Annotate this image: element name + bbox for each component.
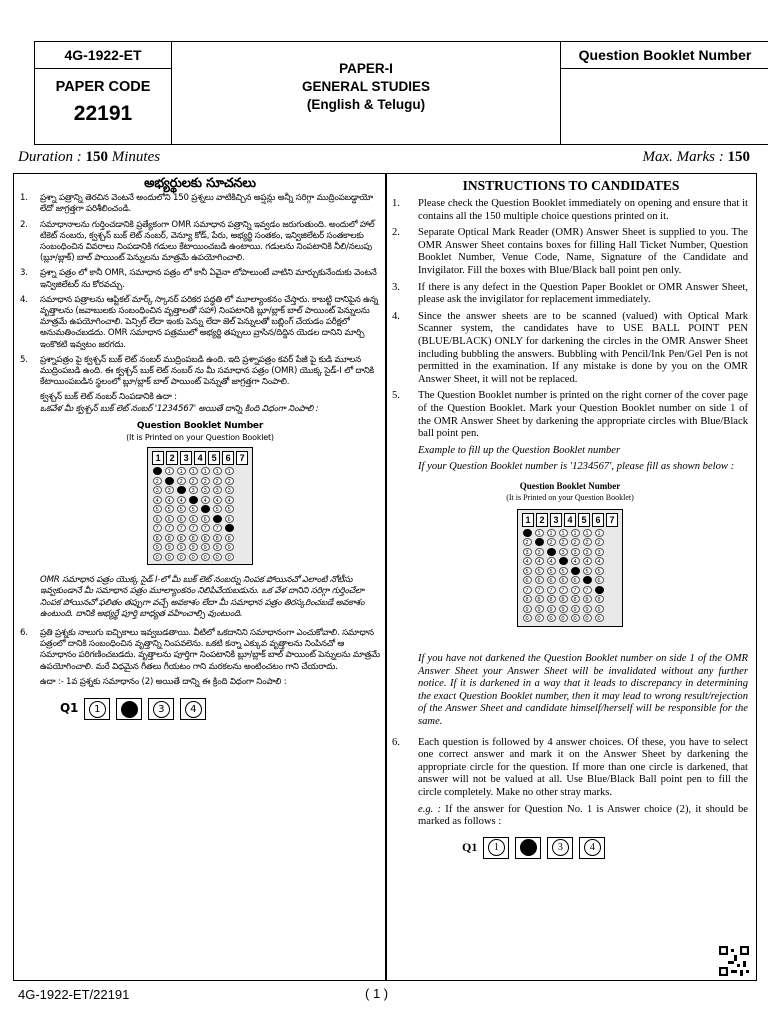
bubble: 1	[177, 467, 186, 475]
bubble-row	[522, 585, 618, 595]
bubble: 9	[571, 605, 580, 613]
q1-label: Q1	[60, 701, 79, 716]
digit-box: 4	[564, 513, 576, 527]
bubble: 3	[583, 548, 592, 556]
bubble: 8	[547, 595, 556, 603]
telugu-booklet-grid	[20, 421, 380, 565]
grid-subtitle: (It is Printed on your Question Booklet)	[506, 493, 634, 503]
bubble: 7	[583, 586, 592, 594]
bubble: 6	[189, 515, 198, 523]
bubble: 7	[559, 586, 568, 594]
bubble: 6	[201, 515, 210, 523]
item-number: 5.	[20, 354, 28, 365]
bubble-row	[522, 595, 618, 605]
bubble: 7	[189, 524, 198, 532]
bubble: 9	[165, 543, 174, 551]
bubble: 0	[189, 553, 198, 561]
digit-box: 5	[578, 513, 590, 527]
bubble: 4	[571, 557, 580, 565]
bubble-row	[152, 523, 248, 533]
paper-code: 22191	[73, 102, 133, 125]
telugu-item-3	[20, 268, 380, 290]
english-warning: If you have not darkened the Question Booklet number on side 1 of the OMR Answer Sheet your Answer Sheet will be invalidated without any further notice. If it is darkened in a way that it leads to discrepancy in determining the exact Question Booklet number, then it may lead to wrong result/rejection of the Answer Sheet and candidate himself/herself will be responsible for the same.	[418, 653, 748, 728]
telugu-fill-example: ఒకవేళ మీ క్వశ్చన్ బుక్ లెట్ నంబర్ '1234567' అయితే దాన్ని కింది విధంగా నింపాలి :	[40, 403, 319, 414]
bubble: 1	[153, 467, 162, 475]
bubble: 4	[583, 557, 592, 565]
bubble: 2	[225, 477, 234, 485]
answer-option	[579, 837, 605, 859]
bubble: 1	[571, 529, 580, 537]
max-marks	[643, 149, 750, 166]
bubble: 8	[225, 534, 234, 542]
bubble: 5	[153, 505, 162, 513]
bubble-row	[522, 604, 618, 614]
digit-box: 5	[208, 451, 220, 465]
digit-box: 1	[522, 513, 534, 527]
item-text: Separate Optical Mark Reader (OMR) Answer Sheet is supplied to you. The OMR Answer Sheet contains boxes for filling Hall Ticket Number, Question Booklet Number, Venue Code, Name, Signature of the Candidate and Invigilator. Fill the boxes with Blue/Black ball point pen only.	[418, 227, 748, 276]
bubble: 3	[559, 548, 568, 556]
bubble: 4	[213, 496, 222, 504]
bubble: 9	[189, 543, 198, 551]
option-circle	[520, 839, 537, 856]
english-item-5	[392, 390, 748, 440]
english-instructions	[385, 173, 757, 981]
item-text: ప్రతి ప్రశ్నకు నాలుగు ఐచ్ఛికాలు ఇవ్వబడతాయి. వీటిలో ఒకదానిని సమాధానంగా ఎంచుకోవాలి. సమాధాన పత్రంలో దానికి సంబంధించిన వృత్తాన్ని నింపవలెను. ఒకటి కన్నా ఎక్కువ వృత్తాలను నింపినచో ఆ సమాధానం పరిగణించబడదు. వృత్తాలను పూర్తిగా నింపటానికి బ్లూ/బ్లాక్ బాల్ పాయింట్ పెన్నులను మాత్రమే ఉపయోగించాలి. మరే విధమైన గీతలు గీయటం గాని మరకలను అంటించటం గాని చేయరాదు.	[40, 628, 380, 672]
grid-title: Question Booklet Number	[519, 480, 621, 491]
bubble: 7	[201, 524, 210, 532]
bubble: 0	[165, 553, 174, 561]
bubble: 8	[165, 534, 174, 542]
bubble-row	[152, 485, 248, 495]
bubble: 6	[225, 515, 234, 523]
bubble-row	[152, 542, 248, 552]
option-circle: 1	[488, 839, 505, 856]
bubble: 4	[535, 557, 544, 565]
telugu-item-6	[20, 628, 380, 673]
bubble: 1	[201, 467, 210, 475]
bubble: 5	[547, 567, 556, 575]
bubble: 8	[595, 595, 604, 603]
bubble: 3	[177, 486, 186, 494]
bubble: 7	[225, 524, 234, 532]
digit-box: 3	[180, 451, 192, 465]
item-text: సమాధాన పత్రాలను ఆప్టికల్ మార్క్ స్కానర్ పరికర పద్ధతి లో మూల్యాంకనం చేస్తారు. కాబట్టి దానిపైన ఉన్న వృత్తాలను (జవాబులకు సంబంధించిన వృత్తాలతో సహా) నింపటానికి బ్లూ/బ్లాక్ బాల్ పాయింట్ పెన్నులను మాత్రమే ఉపయోగించాలి. పెన్సిల్ లేదా ఇంకు పెన్ను లేదా జెల్ పెన్నులతో బబ్లింగ్ చేయడం పరీక్షలో అనుమతించబడదు. OMR సమాధాన పత్రములో అభ్యర్థి తప్పులు వ్రాసిన/దిద్దిన యెడల దానిని మార్చి ఇంకొకటి ఇవ్వటం జరగదు.	[40, 294, 379, 350]
item-number: 6.	[20, 628, 28, 639]
bubble: 8	[189, 534, 198, 542]
bubble: 6	[177, 515, 186, 523]
eg-text: If the answer for Question No. 1 is Answer choice (2), it should be marked as follows :	[418, 803, 748, 828]
bubble: 0	[523, 614, 532, 622]
max-marks-value: 150	[727, 149, 750, 165]
bubble: 8	[559, 595, 568, 603]
bubble: 6	[595, 576, 604, 584]
bubble: 5	[213, 505, 222, 513]
bubble: 8	[523, 595, 532, 603]
bubble-row	[152, 504, 248, 514]
digit-box: 6	[592, 513, 604, 527]
item-text: ప్రశ్నా పత్రాన్ని తెరచిన వెంటనే అందులోని 150 ప్రశ్నలు వాటికిచ్చిన అప్షన్లు అన్నీ సరిగ్గా ముద్రింపబడ్డాయో లేదో జాగ్రత్తగా పరిశీలించండి.	[40, 193, 374, 215]
bubble: 9	[201, 543, 210, 551]
option-circle: 4	[185, 701, 202, 718]
english-fill-label: Example to fill up the Question Booklet number	[418, 444, 621, 456]
telugu-item-4	[20, 295, 380, 351]
digit-box: 2	[536, 513, 548, 527]
booklet-number-label: Question Booklet Number	[561, 42, 768, 69]
bubble: 0	[571, 614, 580, 622]
omr-grid	[147, 447, 253, 565]
bubble: 9	[559, 605, 568, 613]
eg-prefix: e.g. :	[418, 803, 442, 815]
bubble: 5	[189, 505, 198, 513]
bubble-row	[522, 576, 618, 586]
bubble: 9	[177, 543, 186, 551]
bubble: 8	[153, 534, 162, 542]
option-circle: 3	[153, 701, 170, 718]
bubble: 0	[535, 614, 544, 622]
item-number: 1.	[20, 193, 28, 204]
bubble: 5	[535, 567, 544, 575]
bubble: 1	[583, 529, 592, 537]
bubble: 6	[583, 576, 592, 584]
bubble: 5	[165, 505, 174, 513]
bubble: 0	[213, 553, 222, 561]
bubble: 8	[213, 534, 222, 542]
bubble: 2	[583, 538, 592, 546]
digit-box: 4	[194, 451, 206, 465]
bubble: 1	[165, 467, 174, 475]
bubble: 1	[189, 467, 198, 475]
bubble: 4	[595, 557, 604, 565]
option-circle: 4	[584, 839, 601, 856]
bubble: 2	[595, 538, 604, 546]
paper-subject: GENERAL STUDIES	[301, 79, 431, 94]
bubble: 3	[547, 548, 556, 556]
item-text: The Question Booklet number is printed on the right corner of the cover page of the Question Booklet. Mark your Question Booklet number on side 1 of the OMR Answer Sheet by darkening the appropriate circles with Blue/Black ball point pen.	[418, 390, 748, 440]
paper-name: PAPER-I	[339, 61, 393, 76]
digit-box: 2	[166, 451, 178, 465]
bubble-row	[152, 466, 248, 476]
bubble: 5	[571, 567, 580, 575]
bubble: 6	[559, 576, 568, 584]
bubble-row	[522, 538, 618, 548]
telugu-item-5	[20, 355, 380, 389]
booklet-number-cell	[561, 42, 768, 144]
english-example-6	[392, 804, 748, 829]
item-number: 3.	[392, 281, 400, 293]
bubble: 2	[559, 538, 568, 546]
bubble: 2	[153, 477, 162, 485]
english-item-2	[392, 227, 748, 277]
item-number: 2.	[392, 227, 400, 239]
paper-language: (English & Telugu)	[306, 97, 426, 112]
paper-code-label: PAPER CODE	[55, 79, 151, 95]
bubble-row	[152, 533, 248, 543]
telugu-instructions	[13, 173, 387, 981]
bubble: 7	[153, 524, 162, 532]
bubble: 3	[153, 486, 162, 494]
omr-grid	[517, 509, 623, 627]
bubble: 5	[523, 567, 532, 575]
item-text: Please check the Question Booklet immediately on opening and ensure that it contains all the 150 multiple choice questions printed on it.	[418, 198, 748, 222]
telugu-warning: OMR సమాధాన పత్రం యొక్క సైడ్ I-లో మీ బుక్ లెట్ నంబర్ను నింపక పోయినచో ఎలాంటి నోటీసు ఇవ్వకుండానే మీ సమాధాన పత్రం మూల్యాంకనం నిలిపివేయబడును. ఒక వేళ దానిని సరిగ్గా గుర్తించేలా నింపక పోయినచో ఫలితం తప్పుగా వచ్చే అవకాశం లేదా మీ సమాధాన పత్రం తిరస్కరించబడే అవకాశం ఉంటుంది. దానికి అభ్యర్థే పూర్తి బాధ్యత వహించాల్సి వుంటుంది.	[40, 575, 365, 619]
english-fill-example: If your Question Booklet number is '1234567', please fill as shown below :	[418, 461, 735, 473]
answer-option	[547, 837, 573, 859]
bubble: 3	[571, 548, 580, 556]
bubble: 2	[189, 477, 198, 485]
item-text: ప్రశ్నాపత్రం పై క్వశ్చన్ బుక్ లెట్ నంబర్ ముద్రింపబడి ఉంది. ఇది ప్రశ్నాపత్రం కవర్ పేజీ పై కుడి మూలన ముద్రింపబడి ఉంది. ఈ క్వశ్చన్ బుక్ లెట్ నంబర్ ను మీ సమాధాన పత్రం (OMR) యొక్క సైడ్-I లో దానికి కేటాయింపబడిన స్థలంలో బ్లూ/బ్లాక్ బాల్ పాయింట్ పెన్నుతో జాగ్రత్తగా నింపాలి.	[40, 354, 374, 388]
bubble: 4	[547, 557, 556, 565]
bubble: 7	[213, 524, 222, 532]
item-text: If there is any defect in the Question Paper Booklet or OMR Answer Sheet, please ask the invigilator for replacement immediately.	[418, 281, 748, 306]
bubble-row	[522, 528, 618, 538]
bubble: 8	[571, 595, 580, 603]
bubble: 4	[153, 496, 162, 504]
max-marks-label: Max. Marks :	[642, 149, 724, 165]
item-number: 6.	[392, 736, 400, 748]
bubble: 5	[595, 567, 604, 575]
bubble: 3	[165, 486, 174, 494]
bubble: 6	[153, 515, 162, 523]
bubble: 7	[547, 586, 556, 594]
bubble: 8	[201, 534, 210, 542]
item-text: Since the answer sheets are to be scanned (valued) with Optical Mark Scanner system, the candidates have to USE BALL POINT PEN (BLUE/BLACK) ONLY for darkening the circles in the OMR Answer Sheet including bubbling the answers. Bubbling with Pencil/Ink Pen/Gel Pen is not permitted in the examination. If any mistake is done by you on the OMR Answer Sheet, it will not be replaced.	[418, 310, 748, 385]
bubble: 3	[595, 548, 604, 556]
bubble: 7	[535, 586, 544, 594]
bubble-row	[152, 495, 248, 505]
footer-code: 4G-1922-ET/22191	[18, 987, 130, 1002]
bubble: 1	[547, 529, 556, 537]
bubble: 8	[177, 534, 186, 542]
bubble: 6	[165, 515, 174, 523]
bubble: 9	[595, 605, 604, 613]
bubble: 7	[165, 524, 174, 532]
bubble-row	[522, 614, 618, 624]
bubble: 9	[225, 543, 234, 551]
paper-code-cell	[35, 42, 172, 144]
option-circle	[121, 701, 138, 718]
q1-example	[462, 837, 748, 859]
bubble: 3	[535, 548, 544, 556]
bubble: 5	[583, 567, 592, 575]
page-number: ( 1 )	[365, 986, 389, 1001]
item-text: ప్రశ్నా పత్రం లో కానీ OMR, సమాధాన పత్రం లో కానీ ఏవైనా లోపాలుంటే వాటిని మార్చుకునేందుకు వెంటనే ఇన్విజిలేటర్ ను కోరవచ్చు.	[40, 268, 377, 290]
duration-unit: Minutes	[111, 149, 161, 165]
digit-box: 7	[606, 513, 618, 527]
bubble: 8	[583, 595, 592, 603]
bubble: 5	[225, 505, 234, 513]
bubble: 0	[225, 553, 234, 561]
answer-option	[84, 698, 110, 720]
bubble: 3	[213, 486, 222, 494]
digit-box: 7	[236, 451, 248, 465]
telugu-item-1	[20, 193, 380, 215]
bubble: 0	[153, 553, 162, 561]
bubble: 0	[559, 614, 568, 622]
option-circle: 1	[89, 701, 106, 718]
bubble: 3	[523, 548, 532, 556]
bubble: 5	[177, 505, 186, 513]
bubble: 6	[547, 576, 556, 584]
bubble: 1	[213, 467, 222, 475]
bubble: 1	[535, 529, 544, 537]
bubble-row	[152, 552, 248, 562]
bubble: 9	[547, 605, 556, 613]
answer-option	[180, 698, 206, 720]
bubble: 3	[201, 486, 210, 494]
bubble-row	[522, 547, 618, 557]
q1-example	[60, 698, 380, 720]
english-item-3	[392, 282, 748, 307]
english-item-1	[392, 198, 748, 223]
bubble: 4	[225, 496, 234, 504]
bubble: 6	[213, 515, 222, 523]
bubble: 1	[225, 467, 234, 475]
bubble: 7	[523, 586, 532, 594]
item-number: 3.	[20, 268, 28, 279]
item-text: సమాధానాలను గుర్తించడానికి ప్రత్యేకంగా OMR సమాధాన పత్రాన్ని ఇవ్వడం జరుగుతుంది. అందులో హాల్ టికెట్ నంబరు, క్వశ్చన్ బుక్ లెట్ నంబర్, వెన్యూ కోడ్, పేరు, అభ్యర్థి సంతకం, ఇన్విజిలేటర్ సంతకాలకు సంబంధించిన వివరాలు నింపడానికి గడులు కేటాయించబడి ఉంటాయి. గడులను నింపటానికి నీలి/నలుపు (బ్లూ/బ్లాక్) బాల్ పాయింట్ పెన్నులను మాత్రమే ఉపయోగించాలి.	[40, 219, 375, 264]
answer-option	[148, 698, 174, 720]
answer-option	[515, 837, 541, 859]
grid-title: Question Booklet Number	[136, 420, 264, 431]
bubble: 9	[523, 605, 532, 613]
bubble-row	[152, 514, 248, 524]
bubble-row	[522, 566, 618, 576]
option-circle: 3	[552, 839, 569, 856]
telugu-title: అభ్యర్థులకు సూచనలు	[144, 176, 256, 191]
item-text: Each question is followed by 4 answer choices. Of these, you have to select one correct answer and mark it on the Answer Sheet by darkening the appropriate circle for the question. If more than one circle is darkened, that answer will not be valued at all. Use Blue/Black Ball point pen to fill the circle completely. Make no other stray marks.	[418, 736, 748, 798]
booklet-code: 4G-1922-ET	[35, 42, 171, 69]
bubble: 5	[201, 505, 210, 513]
bubble: 4	[189, 496, 198, 504]
bubble: 2	[523, 538, 532, 546]
bubble: 6	[523, 576, 532, 584]
answer-option	[116, 698, 142, 720]
telugu-example-6: ఉదా :- 1వ ప్రశ్నకు సమాధానం (2) అయితే దాన్ని ఈ క్రింది విధంగా నింపాలి :	[40, 676, 287, 687]
telugu-item-2	[20, 220, 380, 265]
bubble: 1	[595, 529, 604, 537]
bubble: 2	[165, 477, 174, 485]
qr-code-icon	[719, 946, 749, 976]
telugu-fill-label: క్వశ్చన్ బుక్ లెట్ నంబర్ నింపడానికి ఉదా :	[40, 392, 177, 403]
bubble: 0	[583, 614, 592, 622]
bubble: 9	[213, 543, 222, 551]
grid-subtitle: (It is Printed on your Question Booklet)	[126, 433, 274, 443]
duration-value: 150	[85, 149, 108, 165]
bubble: 3	[225, 486, 234, 494]
bubble: 2	[571, 538, 580, 546]
bubble: 7	[595, 586, 604, 594]
duration-label: Duration :	[18, 149, 82, 165]
bubble-row	[152, 476, 248, 486]
item-number: 4.	[20, 294, 28, 305]
bubble: 2	[177, 477, 186, 485]
english-item-4	[392, 311, 748, 387]
bubble: 2	[201, 477, 210, 485]
item-number: 1.	[392, 198, 400, 209]
bubble: 2	[547, 538, 556, 546]
digit-box: 1	[152, 451, 164, 465]
bubble: 9	[535, 605, 544, 613]
digit-box: 6	[222, 451, 234, 465]
bubble: 9	[583, 605, 592, 613]
bubble: 0	[201, 553, 210, 561]
paper-title-cell	[172, 42, 561, 144]
bubble: 0	[177, 553, 186, 561]
english-item-6	[392, 737, 748, 800]
bubble: 1	[523, 529, 532, 537]
bubble: 6	[535, 576, 544, 584]
english-title: INSTRUCTIONS TO CANDIDATES	[462, 178, 680, 193]
bubble: 4	[165, 496, 174, 504]
bubble: 4	[523, 557, 532, 565]
bubble: 0	[547, 614, 556, 622]
bubble: 2	[535, 538, 544, 546]
bubble: 4	[177, 496, 186, 504]
bubble: 6	[571, 576, 580, 584]
bubble: 7	[571, 586, 580, 594]
item-number: 2.	[20, 219, 28, 230]
bubble: 5	[559, 567, 568, 575]
bubble: 1	[559, 529, 568, 537]
bubble: 4	[559, 557, 568, 565]
item-number: 4.	[392, 310, 400, 322]
bubble: 7	[177, 524, 186, 532]
bubble-row	[522, 557, 618, 567]
bubble: 4	[201, 496, 210, 504]
bubble: 2	[213, 477, 222, 485]
duration	[18, 149, 160, 166]
bubble: 0	[595, 614, 604, 622]
item-number: 5.	[392, 390, 400, 402]
header-box	[34, 41, 768, 145]
bubble: 3	[189, 486, 198, 494]
bubble: 8	[535, 595, 544, 603]
answer-option	[483, 837, 509, 859]
english-booklet-grid	[392, 480, 748, 627]
bubble: 9	[153, 543, 162, 551]
q1-label: Q1	[462, 840, 478, 855]
digit-box: 3	[550, 513, 562, 527]
